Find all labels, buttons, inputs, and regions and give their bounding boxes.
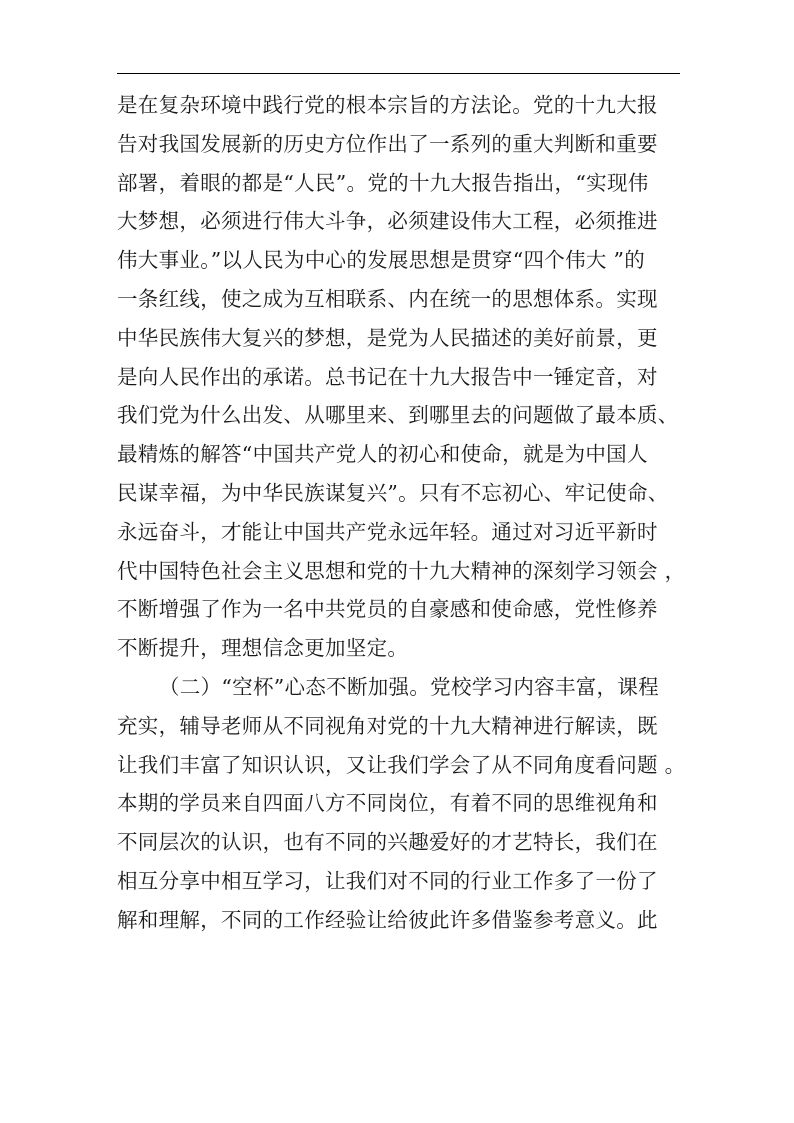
text-line: 伟大事业。”以人民为中心的发展思想是贯穿“四个伟大 ”的 — [117, 248, 646, 273]
text-line: 解和理解，不同的工作经验让给彼此许多借鉴参考意义。此 — [117, 907, 658, 932]
text-line: 充实，辅导老师从不同视角对党的十九大精神进行解读，既 — [117, 713, 658, 738]
text-line: 让我们丰富了知识认识，又让我们学会了从不同角度看问题 。 — [117, 752, 686, 777]
text-line: 是向人民作出的承诺。总书记在十九大报告中一锤定音，对 — [117, 364, 658, 389]
header-rule — [117, 73, 680, 74]
text-line: 告对我国发展新的历史方位作出了一系列的重大判断和重要 — [117, 131, 658, 156]
text-line: 代中国特色社会主义思想和党的十九大精神的深刻学习领会 ， — [117, 558, 686, 583]
text-line: 一条红线，使之成为互相联系、内在统一的思想体系。实现 — [117, 286, 658, 311]
text-line: 不断增强了作为一名中共党员的自豪感和使命感，党性修养 — [117, 597, 658, 622]
text-line: 民谋幸福，为中华民族谋复兴”。只有不忘初心、牢记使命、 — [117, 480, 669, 505]
text-line: 中华民族伟大复兴的梦想，是党为人民描述的美好前景，更 — [117, 325, 658, 350]
text-line: 大梦想，必须进行伟大斗争，必须建设伟大工程，必须推进 — [117, 209, 658, 234]
text-line: 我们党为什么出发、从哪里来、到哪里去的问题做了最本质、 — [117, 403, 679, 428]
text-line: 不同层次的认识，也有不同的兴趣爱好的才艺特长，我们在 — [117, 830, 658, 855]
text-line: 最精炼的解答“中国共产党人的初心和使命，就是为中国人 — [117, 442, 648, 467]
body-text — [117, 86, 687, 940]
text-line: 相互分享中相互学习，让我们对不同的行业工作多了一份了 — [117, 868, 658, 893]
text-line: 本期的学员来自四面八方不同岗位，有着不同的思维视角和 — [117, 791, 658, 816]
text-line: 不断提升，理想信念更加坚定。 — [117, 636, 409, 661]
text-line: 部署，着眼的都是“人民”。党的十九大报告指出，“实现伟 — [117, 170, 649, 195]
text-line: 是在复杂环境中践行党的根本宗旨的方法论。党的十九大报 — [117, 93, 658, 117]
section-heading-line: （二）“空杯”心态不断加强。党校学习内容丰富，课程 — [159, 674, 659, 699]
text-line: 永远奋斗，才能让中国共产党永远年轻。通过对习近平新时 — [117, 519, 658, 544]
